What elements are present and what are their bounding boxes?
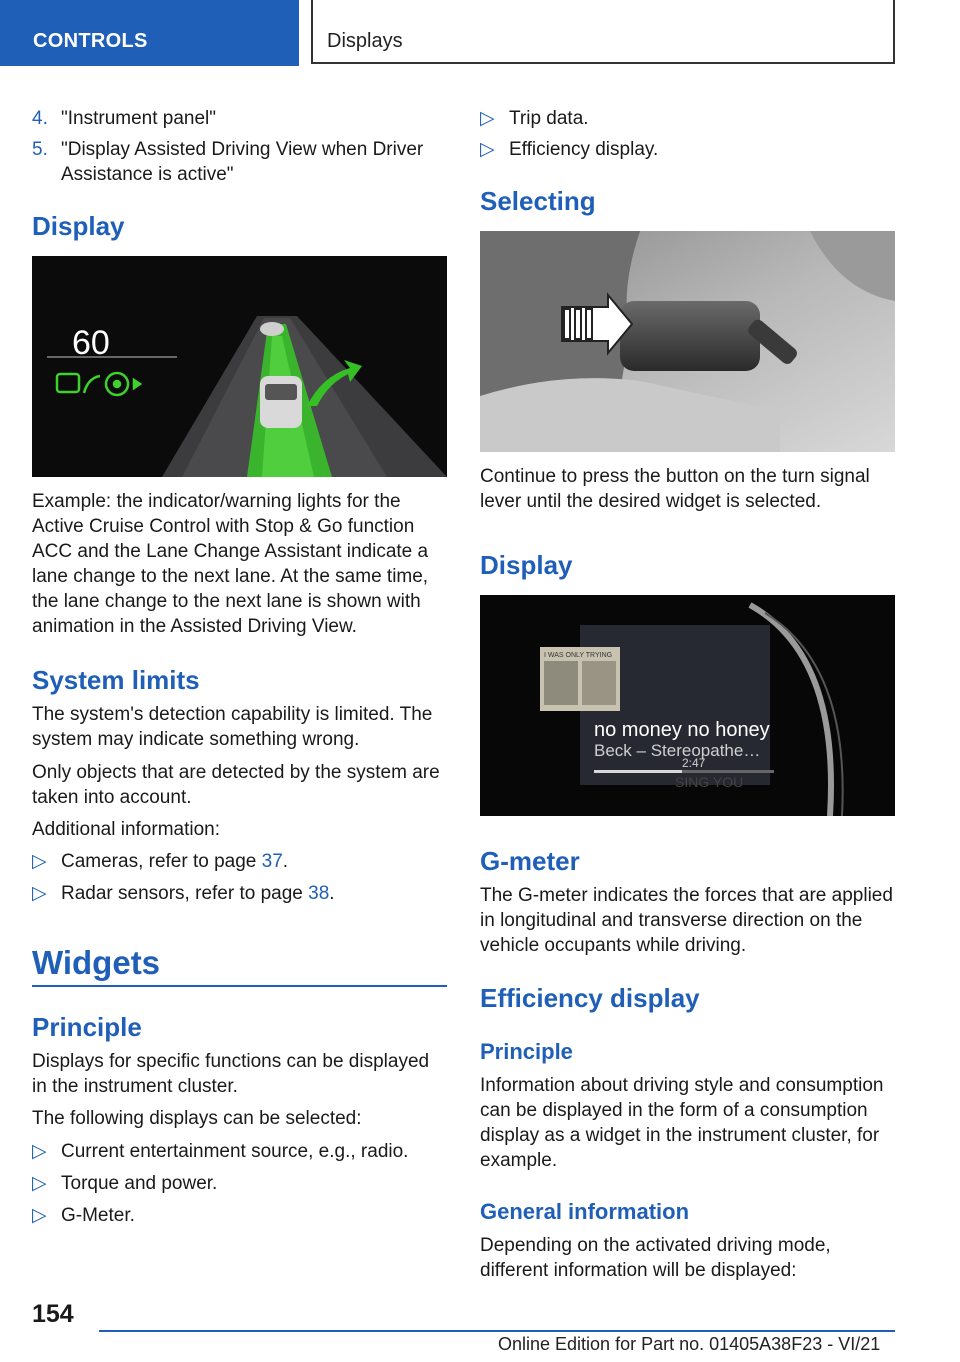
display-heading: Display [480, 550, 573, 580]
edition-text: Online Edition for Part no. 01405A38F23 - VI/21 [498, 1334, 881, 1354]
principle-heading: Principle [480, 1039, 573, 1064]
bullet-text: Trip data. [509, 108, 589, 129]
principle-text: Information about driving style and consumption can be displayed in the form of a consumption display as a widget in the instrument cluster, for example. [480, 1075, 884, 1171]
example-text: Example: the indicator/warning lights for the Active Cruise Control with Stop & Go function ACC and the Lane Change Assistant indicate a lane change to the next lane. At the same time, the lane change to the next lane is shown with animation in the Assisted Driving View. [32, 491, 429, 637]
widget-display-image [480, 595, 895, 816]
system-limits-text: Only objects that are detected by the system are taken into account. [32, 762, 440, 808]
chapter-title: Displays [311, 0, 895, 64]
reference-suffix: . [282, 851, 289, 872]
section-tab: CONTROLS [0, 0, 299, 66]
footer-divider [99, 1330, 895, 1332]
turn-signal-lever-image [480, 231, 895, 452]
general-info-heading: General information [480, 1199, 690, 1224]
bullet-text: Efficiency display. [509, 139, 659, 160]
page-number: 154 [32, 1300, 74, 1328]
assisted-driving-image [32, 256, 447, 477]
bullet-text: Torque and power. [61, 1173, 218, 1194]
track-title: no money no honey [594, 719, 770, 741]
list-item [480, 137, 896, 162]
reference-suffix: . [329, 883, 335, 904]
bullet-text: Current entertainment source, e.g., radio. [61, 1141, 409, 1162]
display-heading: Display [32, 211, 125, 241]
triangle-bullet-icon: ▷ [32, 1205, 47, 1226]
reference-text: Radar sensors, refer to page [61, 883, 309, 904]
list-number: 5. [32, 139, 48, 160]
list-item [32, 106, 448, 131]
additional-info: Additional information: [32, 819, 220, 840]
widgets-heading: Widgets [32, 944, 161, 981]
list-number: 4. [32, 108, 48, 129]
list-item [32, 1171, 448, 1196]
page-link-radar[interactable]: 38 [308, 883, 330, 904]
list-item [32, 137, 448, 187]
list-item [32, 1203, 448, 1228]
gmeter-text: The G-meter indicates the forces that are applied in longitudinal and transverse direction on the vehicle occupants while driving. [480, 885, 893, 956]
speed-readout: 60 [72, 324, 110, 362]
triangle-bullet-icon: ▷ [32, 883, 47, 904]
principle-heading: Principle [32, 1012, 142, 1042]
following-text: The following displays can be selected: [32, 1108, 362, 1129]
principle-text: Displays for specific functions can be displayed in the instrument cluster. [32, 1051, 430, 1097]
triangle-bullet-icon: ▷ [32, 851, 47, 872]
reference-item [32, 849, 448, 874]
progress-fill [594, 770, 682, 773]
selecting-heading: Selecting [480, 186, 596, 216]
reference-item [32, 881, 448, 906]
efficiency-heading: Efficiency display [480, 983, 700, 1013]
triangle-bullet-icon: ▷ [480, 139, 495, 160]
system-limits-heading: System limits [32, 665, 200, 695]
reference-text: Cameras, refer to page [61, 851, 262, 872]
track-artist: Beck – Stereopathe… [594, 741, 761, 760]
triangle-bullet-icon: ▷ [480, 108, 495, 129]
page-link-cameras[interactable]: 37 [261, 851, 283, 872]
album-cover-text: I WAS ONLY TRYING [544, 652, 613, 659]
bullet-text: G-Meter. [61, 1205, 135, 1226]
list-text: "Instrument panel" [61, 108, 217, 129]
list-item [480, 106, 896, 131]
triangle-bullet-icon: ▷ [32, 1141, 47, 1162]
background-text: SING YOU [675, 774, 744, 790]
selecting-text: Continue to press the button on the turn signal lever until the desired widget is selected. [480, 466, 870, 512]
track-time: 2:47 [682, 756, 706, 770]
triangle-bullet-icon: ▷ [32, 1173, 47, 1194]
section-divider [32, 985, 447, 987]
gmeter-heading: G-meter [480, 846, 580, 876]
general-info-text: Depending on the activated driving mode, different information will be displayed: [480, 1235, 831, 1281]
list-text: "Display Assisted Driving View when Driver Assistance is active" [61, 139, 424, 185]
list-item [32, 1139, 448, 1164]
system-limits-text: The system's detection capability is limited. The system may indicate something wrong. [32, 704, 433, 750]
